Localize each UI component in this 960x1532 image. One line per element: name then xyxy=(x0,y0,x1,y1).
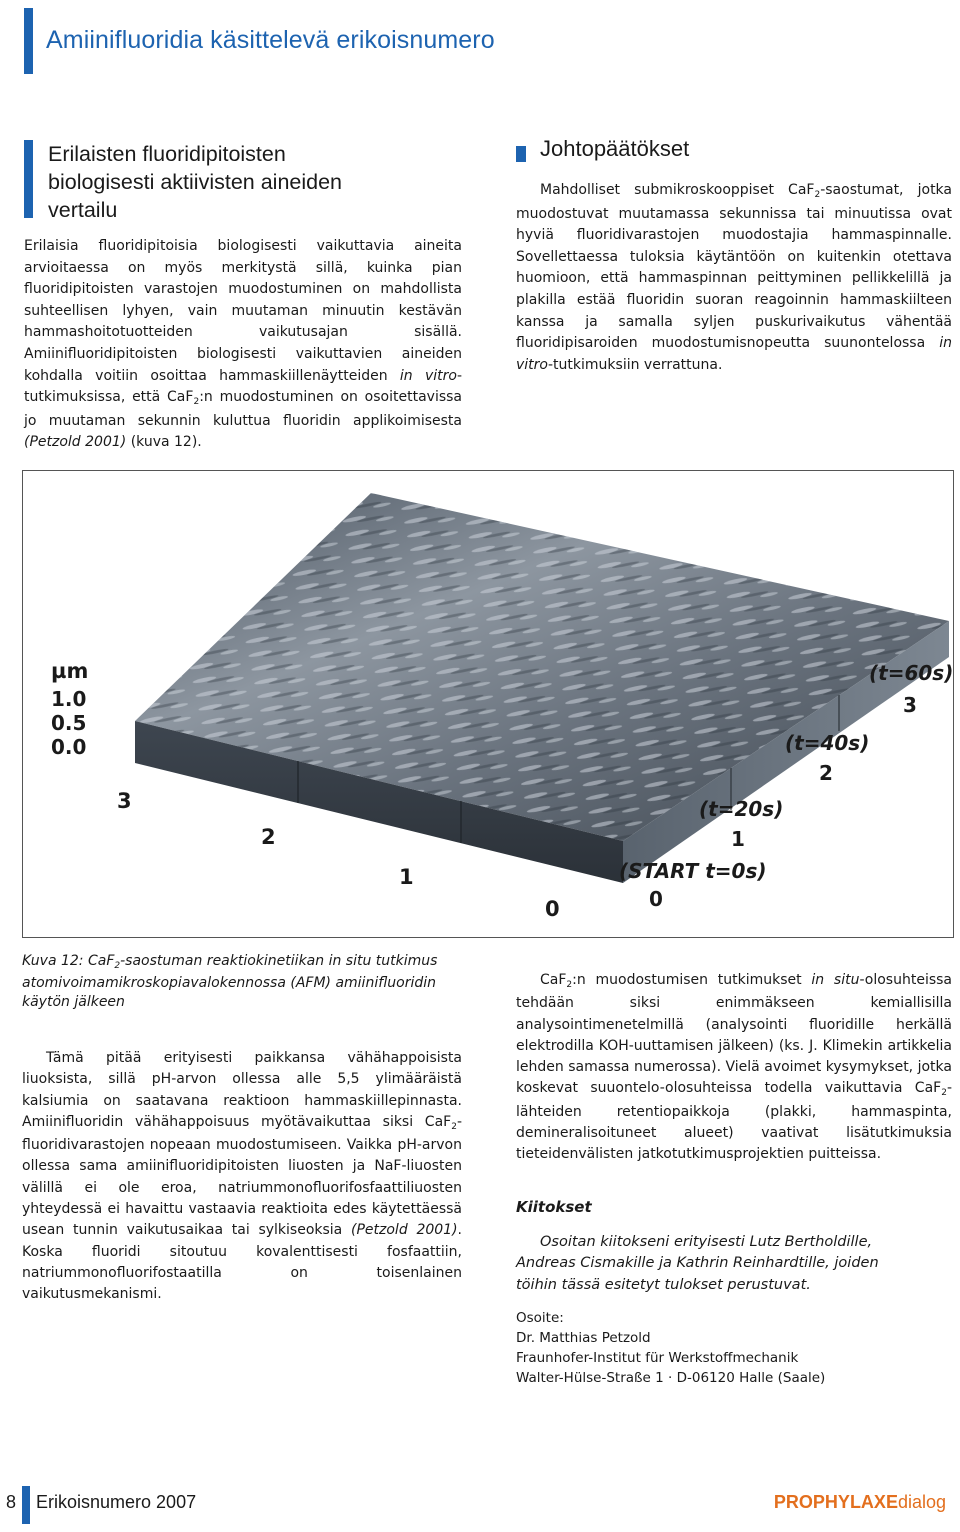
figure-caption: Kuva 12: CaF$_2$-saostuman reaktiokinetiikan in situ tutkimus atomivoimamikroskopiavalokennossa (AFM) amiinifluoridin käytön jälkeen xyxy=(22,953,438,1010)
x-tick: 2 xyxy=(261,825,276,849)
time-label: (t=20s) xyxy=(699,797,784,821)
time-label: (t=60s) xyxy=(869,661,954,685)
x-tick: 0 xyxy=(545,897,560,921)
z-tick: 1.0 xyxy=(51,687,87,711)
thanks-title: Kiitokset xyxy=(516,1198,592,1216)
header-accent-bar xyxy=(24,8,33,74)
left-paragraph: Erilaisia fluoridipitoisia biologisesti vaikuttavia aineita arvioitaessa on myös merkitystä sillä, kuinka pian fluoridipitoisten varastojen muodostuminen on mahdollista suhteellisen lyhyen, vain muutaman minuutin kestävän hammashoitotuotteiden vaikutusajan sisällä. Amiinifluoridipitoisten biologisesti vaikuttavien aineiden kohdalla voitiin osoittaa hammaskiillenäytteiden in vitro-tutkimuksissa, että CaF$_2$:n muodostuminen on osoitettavissa jo muutaman sekunnin kuluttua fluoridin applikoimisesta (Petzold 2001) (kuva 12). xyxy=(24,238,463,451)
address-line: Fraunhofer-Institut für Werkstoffmechanik xyxy=(516,1350,799,1366)
z-unit-label: µm xyxy=(51,659,89,683)
section-heading xyxy=(48,140,342,224)
address-line: Dr. Matthias Petzold xyxy=(516,1330,651,1346)
z-tick: 0.5 xyxy=(51,711,87,735)
afm-surface-image xyxy=(23,471,953,937)
address-line: Walter-Hülse-Straße 1 · D-06120 Halle (Saale) xyxy=(516,1370,826,1386)
x-tick: 3 xyxy=(117,789,132,813)
lower-right-paragraph: CaF$_2$:n muodostumisen tutkimukset in situ-olosuhteissa tehdään siksi enimmäkseen kemiallisilla analysointimenetelmillä (analysointi fluoridille herkällä elektrodilla KOH-uuttamisen jälkeen) (ks. J. Klimekin artikkelia lehden samassa numerossa). Vielä avoimet kysymykset, jotka koskevat suuontelo-olosuhteissa todella vaikuttavia CaF$_2$-lähteiden retentiopaikkoja (plakki, hammaspinta, demineralisoituneet alueet) vaativat lisätutkimuksia tieteidenvälisten jatkotutkimusprojektien puitteissa. xyxy=(516,972,952,1163)
section-accent-bar xyxy=(24,140,33,218)
page-header-title: Amiinifluoridia käsittelevä erikoisnumero xyxy=(46,26,495,54)
x-tick: 1 xyxy=(399,865,414,889)
heading-line: Erilaisten fluoridipitoisten xyxy=(48,142,286,166)
heading-line: vertailu xyxy=(48,198,118,222)
time-tick: 3 xyxy=(903,693,917,717)
conclusions-heading: Johtopäätökset xyxy=(540,136,690,161)
address-label: Osoite: xyxy=(516,1310,564,1326)
time-tick: 0 xyxy=(649,887,663,911)
conclusions-accent-bar xyxy=(516,146,526,162)
heading-line: biologisesti aktiivisten aineiden xyxy=(48,170,343,194)
brand-logo: PROPHYLAXEdialog xyxy=(773,1492,946,1512)
conclusions-paragraph: Mahdolliset submikroskooppiset CaF$_2$-saostumat, jotka muodostuvat muutamassa sekunnissa tai minuutissa ovat hyviä fluoridivarastojen muodostajia hammaspinnalle. Sovellettaessa tuloksia käytäntöön on kuitenkin otettava huomioon, että hammaspinnan peittyminen pellikkelillä ja plakilla estää fluoridin suoran reagoinnin hammaskiilteen kanssa ja samalla syljen puskurivaikutus vähentää fluoridipisaroiden muodostumisnopeutta suunontelossa in vitro-tutkimuksiin verrattuna. xyxy=(516,182,952,373)
time-label: (t=40s) xyxy=(785,731,870,755)
time-label: (START t=0s) xyxy=(619,859,767,883)
z-tick: 0.0 xyxy=(51,735,87,759)
address-block xyxy=(516,1308,825,1388)
time-tick: 1 xyxy=(731,827,745,851)
footer-accent-bar xyxy=(22,1486,30,1524)
thanks-text: Osoitan kiitokseni erityisesti Lutz Bertholdille, Andreas Cismakille ja Kathrin Reinhardtille, joiden töihin tässä esitetyt tulokset perustuvat. xyxy=(516,1234,879,1293)
afm-figure xyxy=(22,470,954,938)
issue-label: Erikoisnumero 2007 xyxy=(36,1492,197,1512)
time-tick: 2 xyxy=(819,761,833,785)
page-number: 8 xyxy=(6,1492,17,1512)
lower-left-paragraph: Tämä pitää erityisesti paikkansa vähähappoisista liuoksista, sillä pH-arvon ollessa alle 5,5 ylimääräistä kalsiumia on saatavana reaktioon hammaskiillepinnasta. Amiinifluoridin vähähappoisuus myötävaikuttaa siksi CaF$_2$-fluoridivarastojen nopeaan muodostumiseen. Vaikka pH-arvon ollessa sama amiinifluoridipitoisten liuosten ja NaF-liuosten välillä ei ole eroa, natriummonofluorifosfaattiliuosten yhteydessä ei havaittu vastaavia reaktioita edes käytettäessä usean tunnin vaikutusaikaa tai sylkiseoksia (Petzold 2001). Koska fluoridi sitoutuu kovalenttisesti fosfaattiin, natriummonofluorifostaatilla on toisenlainen vaikutusmekanismi. xyxy=(22,1050,462,1303)
